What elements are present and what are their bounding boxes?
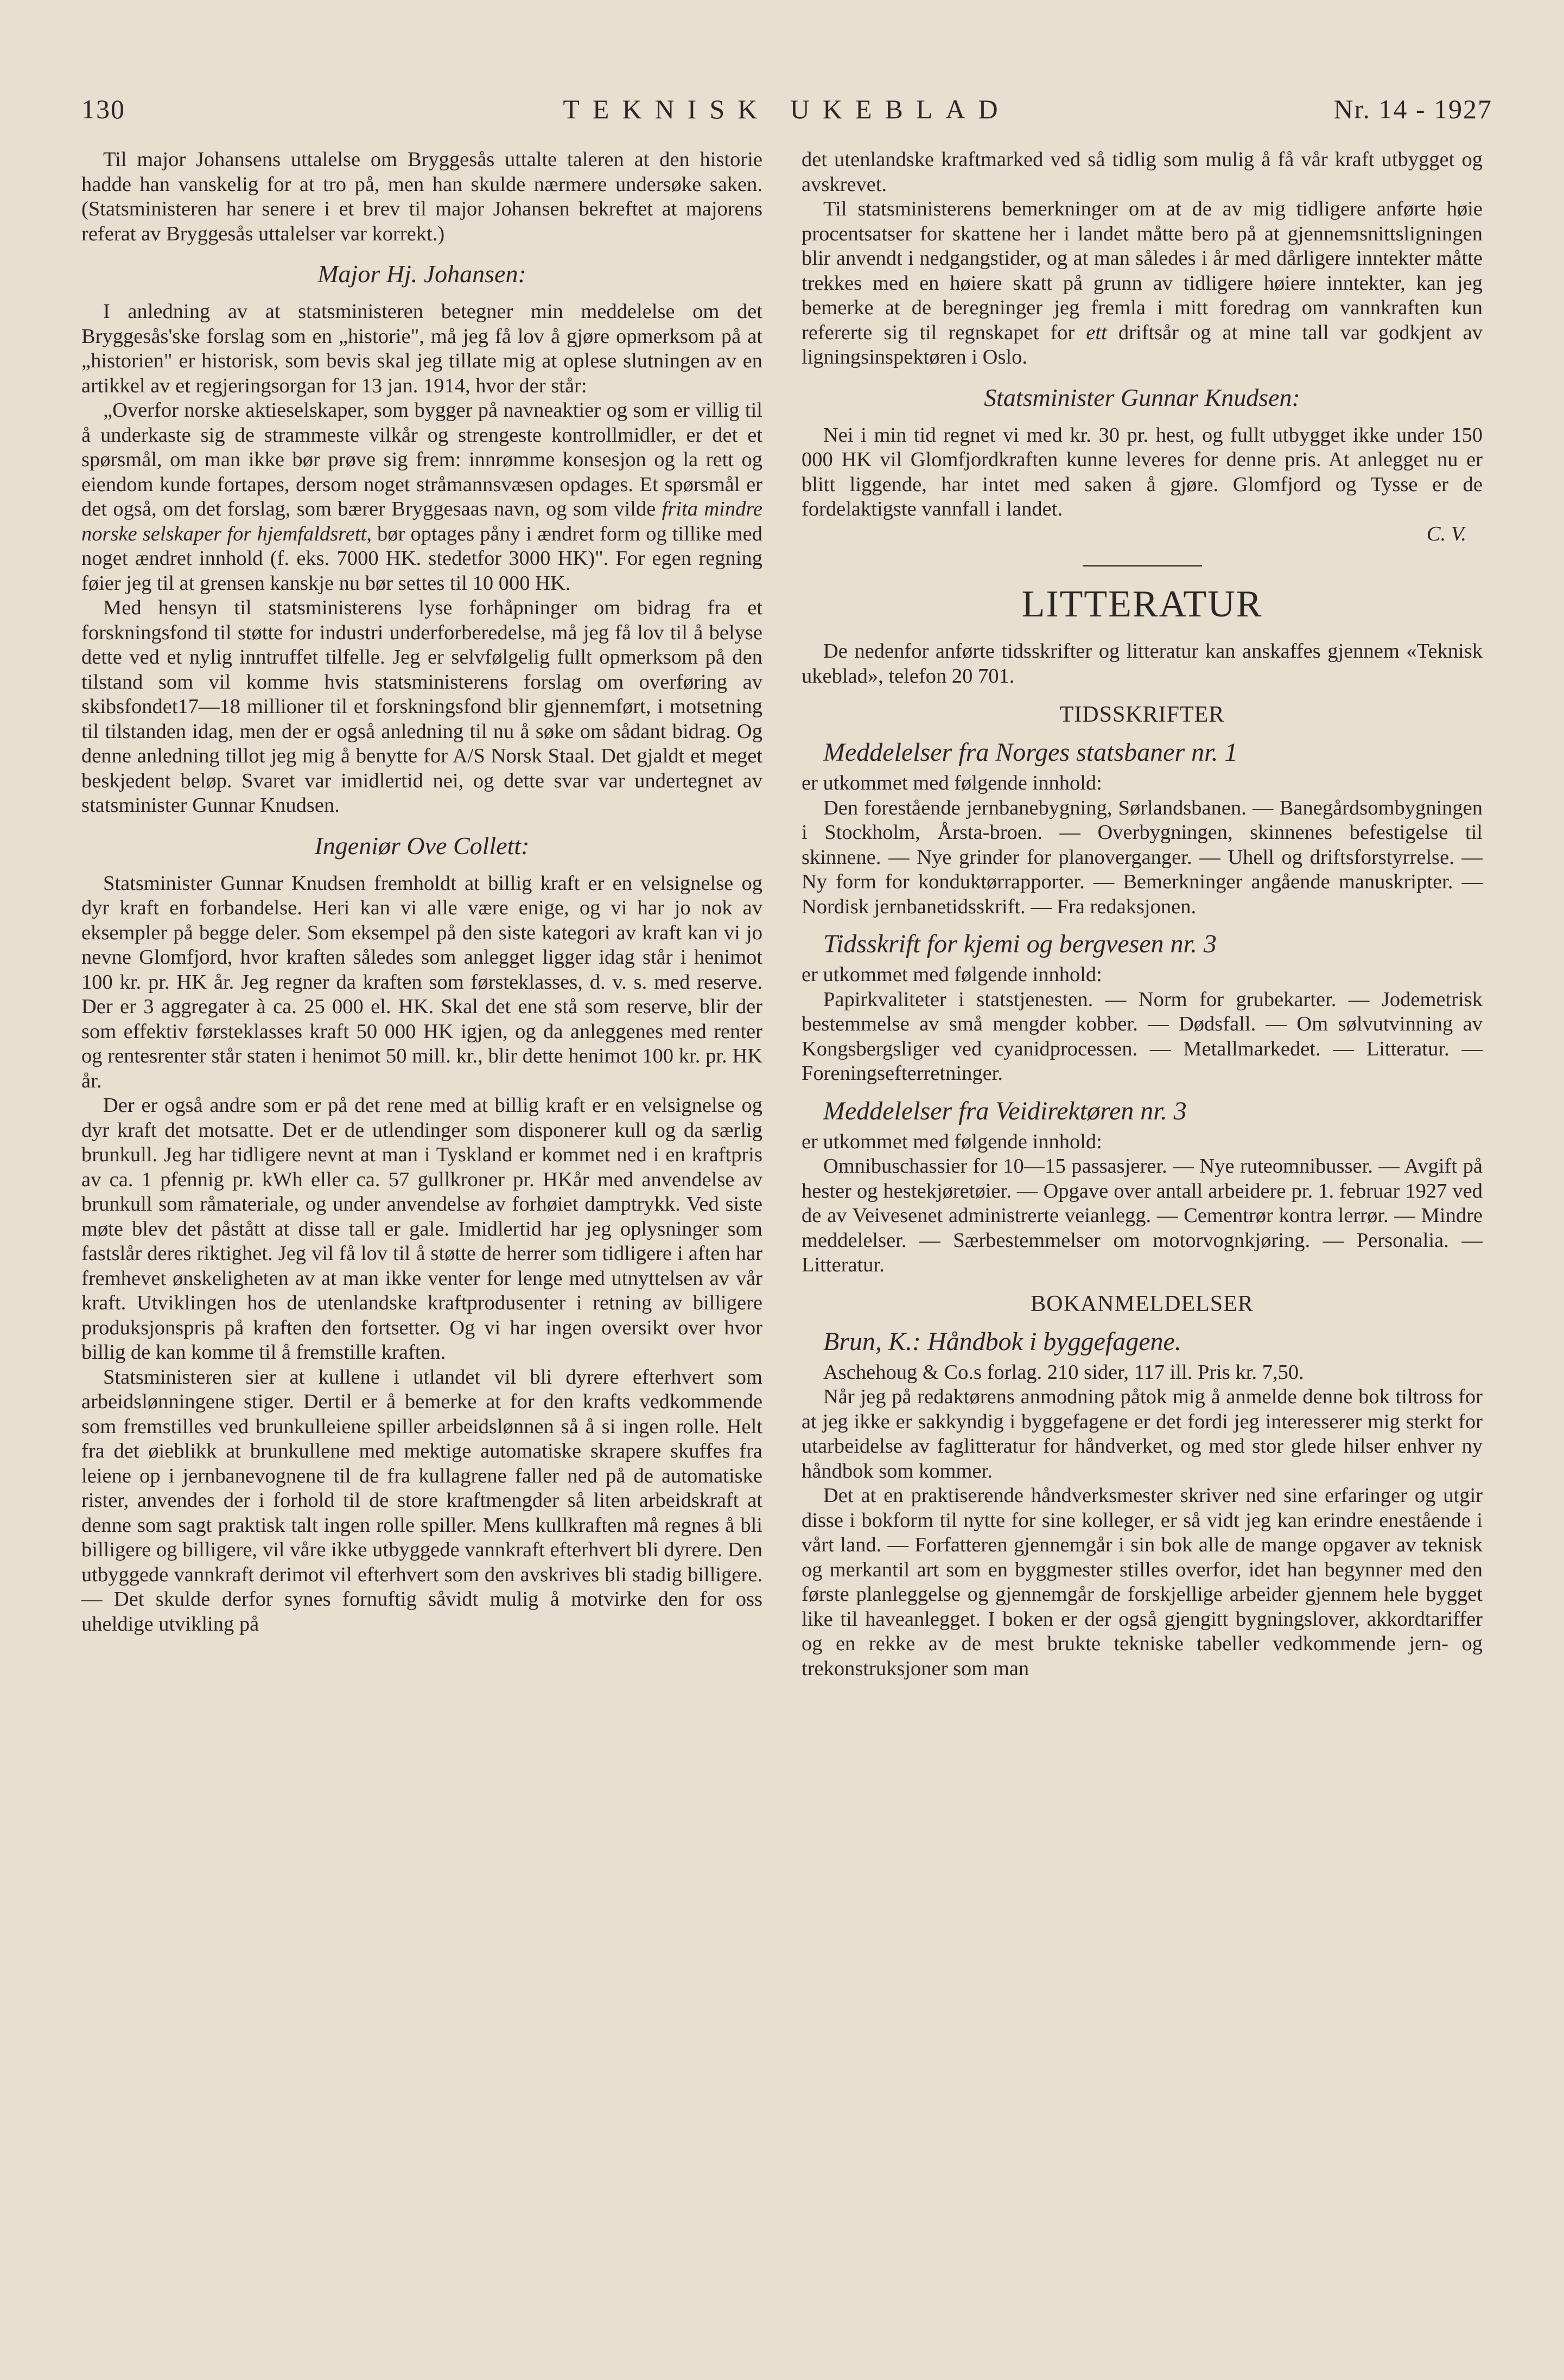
left-paragraph-2: I anledning av at statsministeren betegner min meddelelse om det Bryggesås'ske forslag som en „historie", må jeg få lov å gjøre opmerksom på at „historien" er historisk, som bevis skal jeg tillate mig at oplese slutningen av en artikkel av et regjeringsorgan for 13 jan. 1914, hvor der står:	[81, 300, 762, 397]
publication-line: er utkommet med følgende innhold:	[802, 772, 1102, 794]
right-column	[802, 148, 1483, 1681]
page-header	[81, 93, 1492, 131]
left-paragraph-4: Med hensyn til statsministerens lyse forhåpninger om bidrag fra et forskningsfond til støtte for industri underforberedelse, må jeg få lov til å belyse dette ved et nylig inntruffet tilfelle. Jeg er selvfølgelig fullt opmerksom på den tilstand som vil komme hvis statsministerens forslag om overføring av skibsfondet17—18 millioner til et forskningsfond blir gjennemført, i motsetning til tilstanden idag, men der er også anledning til nu å søke om sådant bidrag. Og denne anledning tillot jeg mig å benytte for A/S Norsk Staal. Det gjaldt et meget beskjedent beløp. Svaret var imidlertid nei, og dette svar var undertegnet av statsminister Gunnar Knudsen.	[81, 596, 762, 817]
subsection-bokanmeldelser: BOKANMELDELSER	[1031, 1291, 1254, 1316]
right-paragraph-1: det utenlandske kraftmarked ved så tidlig som mulig å få vår kraft utbygget og avskrevet.	[802, 148, 1483, 196]
left-paragraph-3	[81, 398, 762, 596]
speaker-heading: Ingeniør Ove Collett:	[314, 831, 530, 860]
quote-text-b: bør optages påny i ændret form og tillike med noget ændret innhold (f. eks. 7000 HK. stedetfor 3000 HK)". For egen regning føier jeg til at grensen kanskje nu bør settes til 10 000 HK.	[81, 522, 762, 595]
book-info: Aschehoug & Co.s forlag. 210 sider, 117 ill. Pris kr. 7,50.	[823, 1360, 1304, 1384]
publication-line: er utkommet med følgende innhold:	[802, 1130, 1102, 1153]
right-text-a: Til statsministerens bemerkninger om at de av mig tidligere anførte høie procentsatser for skattene her i landet måtte bero på at gjennemsnittsligningen blir anvendt i nedgangstider, og at man således i år med dårligere inntekter måtte trekkes med en høiere skatt på grunn av tidligere høiere inntekter, kan jeg bemerke at de beregninger jeg fremla i mitt foredrag om vannkraften kun refererte sig til regnskapet for	[802, 198, 1483, 344]
publication-contents: Papirkvaliteter i statstjenesten. — Norm for grubekarter. — Jodemetrisk bestemmelse av små mengder kobber. — Dødsfall. — Om sølvutvinning av Kongsbergsliger ved cyanidprocessen. — Metallmarkedet. — Litteratur. — Foreningsefterretninger.	[802, 988, 1483, 1085]
speaker-heading: Statsminister Gunnar Knudsen:	[984, 383, 1300, 411]
review-paragraph-1: Når jeg på redaktørens anmodning påtok mig å anmelde denne bok tiltross for at jeg ikke er sakkyndig i byggefagene er det fordi jeg interesserer mig sterkt for utarbeidelse av faglitteratur for håndverket, og med stor glede hilser enhver ny håndbok som kommer.	[802, 1385, 1483, 1482]
issue-number: Nr. 14 - 1927	[1333, 94, 1492, 124]
publication-title: Tidsskrift for kjemi og bergvesen nr. 3	[823, 930, 1217, 958]
section-divider	[1083, 565, 1202, 567]
publication-contents: Omnibuschassier for 10—15 passasjerer. — Nye ruteomnibusser. — Avgift på hester og hestekjøretøier. — Opgave over antall arbeidere pr. 1. februar 1927 ved de av Veivesenet administrerte veianlegg. — Cementrør kontra lerrør. — Mindre meddelelser. — Særbestemmelser om motorvognkjøring. — Personalia. — Litteratur.	[802, 1155, 1483, 1276]
left-paragraph-6: Der er også andre som er på det rene med at billig kraft er en velsignelse og dyr kraft det motsatte. Det er de utlendinger som disponerer kull og da særlig brunkull. Jeg har tidligere nevnt at man i Tyskland er kommet ned i en kraftpris av ca. 1 pfennig pr. kWh eller ca. 57 gullkroner pr. HKår med anvendelse av brunkull som råmateriale, og under anvendelse av forhøiet damptrykk. Ved siste møte blev det påstått at disse tall er gale. Imidlertid har jeg oplysninger som fastslår deres riktighet. Jeg vil få lov til å støtte de herrer som tidligere i aften har fremhevet ønskeligheten av at man ikke venter for lenge med utnyttelsen av vår kraft. Utviklingen hos de utenlandske kraftprodusenter i retning av billigere produksjonspris på kraften den fortsetter. Og vi har ingen oversikt over hvor billig de kan komme til å fremstille kraften.	[81, 1094, 762, 1364]
signature: C. V.	[1426, 522, 1466, 545]
publication-title: Meddelelser fra Veidirektøren nr. 3	[823, 1096, 1187, 1125]
publication-contents: Den forestående jernbanebygning, Sørlandsbanen. — Banegårdsombygningen i Stockholm, Årsta-broen. — Overbygningen, skinnenes befestigelse til skinnene. — Nye grinder for planoverganger. — Uhell og driftsforstyrrelse. — Ny form for konduktørrapporter. — Bemerkninger angående manuskripter. — Nordisk jernbanetidsskrift. — Fra redaksjonen.	[802, 796, 1483, 918]
right-paragraph-3: Nei i min tid regnet vi med kr. 30 pr. hest, og fullt utbygget ikke under 150 000 HK vil Glomfjordkraften kunne leveres for denne pris. At anlegget nu er blitt liggende, har intet med saken å gjøre. Glomfjord og Tysse er de fordelaktigste vannfall i landet.	[802, 423, 1483, 520]
left-column	[81, 148, 762, 1637]
right-emphasis: ett	[1086, 321, 1107, 344]
left-paragraph-7: Statsministeren sier at kullene i utlandet vil bli dyrere efterhvert som arbeidslønningene stiger. Dertil er å bemerke at for den krafts vedkommende som fremstilles ved brunkulleiene spiller arbeidslønnen så å si ingen rolle. Helt fra det øieblikk at brunkullene med mektige automatiske skrapere skuffes fra leiene op i jernbanevognene til de fra kullagrene faller ned på de automatiske rister, anvendes der i forhold til de store kraftmengder så liten arbeidskraft at denne som sagt praktisk talt ingen rolle spiller. Mens kullkraften må regnes å bli billigere og billigere, vil våre ikke utbyggede vannkraft efterhvert bli dyrere. Den utbyggede vannkraft derimot vil efterhvert som den avskrives bli stadig billigere. — Det skulde derfor synes fornuftig såvidt mulig å motvirke den for oss uheldige utvikling på	[81, 1365, 762, 1636]
quote-emphasis: frita mindre norske selskaper for hjemfaldsrett,	[81, 498, 763, 545]
publication-line: er utkommet med følgende innhold:	[802, 963, 1102, 986]
right-paragraph-2	[802, 197, 1483, 370]
right-text-b: driftsår og at mine tall var godkjent av ligningsinspektøren i Oslo.	[802, 321, 1483, 368]
journal-title: TEKNISK UKEBLAD	[563, 94, 1011, 124]
speaker-heading: Major Hj. Johansen:	[317, 260, 526, 288]
lit-intro: De nedenfor anførte tidsskrifter og litteratur kan anskaffes gjennem «Teknisk ukeblad», telefon 20 701.	[802, 640, 1483, 688]
publication-title: Meddelelser fra Norges statsbaner nr. 1	[823, 738, 1238, 767]
left-paragraph-5: Statsminister Gunnar Knudsen fremholdt at billig kraft er en velsignelse og dyr kraft en forbandelse. Heri kan vi alle være enige, og vi har jo nok av eksempler på begge deler. Som eksempel på den siste kategori av kraft kan vi jo nevne Glomfjord, hvor kraften således som anlegget ligger idag står i henimot 100 kr. pr. HK år. Jeg regner da kraften som førsteklasses, d. v. s. med reserve. Der er 3 aggregater à ca. 25 000 el. HK. Skal det ene stå som reserve, blir der som effektiv førsteklasses kraft 50 000 HK igjen, og da anleggenes med renter og rentesrenter står staten i henimot 50 mill. kr., blir dette henimot 100 kr. pr. HK år.	[81, 871, 762, 1092]
subsection-tidsskrifter: TIDSSKRIFTER	[1059, 702, 1225, 727]
section-title-litteratur: LITTERATUR	[1021, 583, 1263, 625]
review-paragraph-2: Det at en praktiserende håndverksmester skriver ned sine erfaringer og utgir disse i bokform til nytte for sine kolleger, er så vidt jeg kan erindre enestående i vårt land. — Forfatteren gjennemgår i sin bok alle de mange opgaver av teknisk og merkantil art som en byggmester stilles overfor, idet han begynner med den første planleggelse og gjennemgår de forskjellige arbeider gjennem hele bygget like til haveanlegget. I boken er der også gjengitt bygningslover, akkordtariffer og en rekke av de mest brukte tekniske tabeller vedkommende jern- og trekonstruksjoner som man	[802, 1484, 1483, 1680]
page-number: 130	[81, 94, 125, 124]
left-paragraph-1: Til major Johansens uttalelse om Bryggesås uttalte taleren at den historie hadde han vanskelig for at tro på, men han skulde nærmere undersøke saken. (Statsministeren har senere i et brev til major Johansen bekreftet at majorens referat av Bryggesås uttalelser var korrekt.)	[81, 148, 762, 245]
book-title: Brun, K.: Håndbok i byggefagene.	[823, 1327, 1181, 1356]
quote-text-a: „Overfor norske aktieselskaper, som bygger på navneaktier og som er villig til å underkaste sig de strammeste vilkår og strengeste kontrollmidler, er det et spørsmål, om man ikke bør prøve sig frem: innrømme konsesjon og la rett og eiendom kunde fortapes, dersom noget stråmannsvæsen opdages. Et spørsmål er det også, om det forslag, som bærer Bryggesaas navn, og som vilde	[81, 399, 762, 520]
